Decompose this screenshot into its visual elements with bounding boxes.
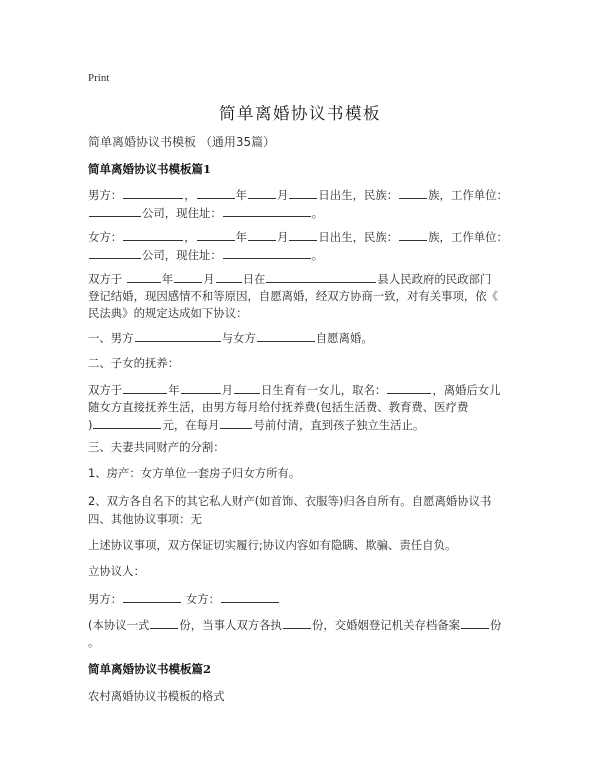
comma: ， (184, 188, 196, 202)
clause-3-heading: 三、夫妻共同财产的分割： (88, 440, 225, 454)
period: 。 (311, 205, 324, 220)
marriage-month-blank[interactable] (174, 270, 202, 283)
husband-address-blank[interactable] (223, 204, 311, 217)
document-title: 简单离婚协议书模板 (219, 104, 381, 123)
year-label: 年 (168, 383, 180, 397)
child-custody-para (88, 381, 528, 434)
wife-info (88, 228, 528, 263)
text-line: 登记结婚，现因感情不和等原因，自愿离婚，经双方协商一致，对有关事项，依《 (88, 288, 499, 303)
month-label: 月 (277, 230, 289, 244)
text: 双方于 (88, 272, 123, 286)
print-label: Print (88, 72, 110, 84)
company-address-label: 公司，现住址： (142, 205, 222, 220)
guarantee-statement: 上述协议事项，双方保证切实履行;协议内容如有隐瞒、欺骗、责任自负。 (88, 538, 457, 552)
month-label: 月 (221, 383, 233, 397)
text: 份，交婚姻登记机关存档备案 (311, 618, 461, 632)
husband-label: 男方： (88, 188, 123, 202)
marriage-day-blank[interactable] (216, 270, 242, 283)
clause-2-heading: 二、子女的抚养： (88, 356, 180, 370)
text: 元，在每月 (162, 418, 220, 432)
year-label: 年 (235, 230, 247, 244)
clause-1 (88, 329, 528, 347)
day-at-label: 日在 (242, 272, 266, 286)
copies-para (88, 616, 528, 651)
birth-ethnic-label: 日出生，民族： (318, 230, 399, 244)
text: ) (88, 418, 93, 432)
wife-day-blank[interactable] (289, 228, 317, 241)
child-name-blank[interactable] (387, 381, 431, 394)
year-label: 年 (235, 188, 247, 202)
birth-ethnic-label: 日出生，民族： (318, 188, 399, 202)
document-subtitle: 简单离婚协议书模板 （通用35篇） (88, 135, 276, 149)
clause1-wife-blank[interactable] (257, 329, 315, 342)
husband-company-blank[interactable] (89, 204, 141, 217)
text: (本协议一式 (88, 618, 150, 632)
year-label: 年 (161, 272, 174, 286)
section-2-first-line: 农村离婚协议书模板的格式 (88, 689, 225, 703)
county-blank[interactable] (266, 270, 376, 283)
husband-info (88, 186, 528, 221)
ethnic-work-label: 族，工作单位： (428, 230, 508, 244)
company-address-label: 公司，现住址： (142, 247, 222, 262)
text-line: 随女方直接抚养生活，由男方每月给付抚养费(包括生活费、教育费、医疗费 (88, 399, 469, 414)
husband-month-blank[interactable] (248, 186, 276, 199)
section-heading-2: 简单离婚协议书模板篇2 (88, 662, 212, 676)
husband-sign-label: 男方： (88, 592, 123, 606)
child-year-blank[interactable] (123, 381, 167, 394)
text: 份，当事人双方各执 (179, 618, 282, 632)
marriage-registration-para (88, 270, 528, 323)
wife-ethnic-blank[interactable] (399, 228, 427, 241)
comma: ， (184, 230, 196, 244)
text: 一、男方 (88, 331, 134, 345)
period: 。 (311, 247, 324, 262)
text: 号前付清，直到孩子独立生活止。 (253, 418, 425, 432)
text-line: 四、其他协议事项：无 (88, 511, 202, 526)
wife-company-blank[interactable] (89, 246, 141, 259)
each-party-copies-blank[interactable] (283, 616, 311, 629)
husband-name-blank[interactable] (123, 186, 183, 199)
wife-month-blank[interactable] (248, 228, 276, 241)
text: 自愿离婚。 (315, 331, 373, 345)
clause1-husband-blank[interactable] (135, 329, 221, 342)
husband-ethnic-blank[interactable] (399, 186, 427, 199)
text: 份 (490, 618, 502, 632)
section-heading-1: 简单离婚协议书模板篇1 (88, 162, 212, 176)
text: ，离婚后女儿 (432, 383, 501, 397)
month-label: 月 (203, 272, 215, 286)
payment-day-blank[interactable] (220, 416, 252, 429)
wife-address-blank[interactable] (223, 246, 311, 259)
text: 日生育有一女儿，取名： (261, 383, 387, 397)
signatories-label: 立协议人： (88, 564, 145, 578)
husband-year-blank[interactable] (197, 186, 235, 199)
text: 与女方 (221, 331, 256, 345)
text: 双方于 (88, 383, 123, 397)
property-item-1: 1、房产：女方单位一套房子归女方所有。 (88, 466, 301, 480)
county-label: 县人民政府的民政部门 (377, 272, 492, 286)
marriage-year-blank[interactable] (127, 270, 161, 283)
total-copies-blank[interactable] (150, 616, 178, 629)
property-item-2 (88, 493, 528, 528)
support-amount-blank[interactable] (93, 416, 161, 429)
husband-day-blank[interactable] (289, 186, 317, 199)
wife-name-blank[interactable] (123, 228, 183, 241)
month-label: 月 (277, 188, 289, 202)
text-line: 。 (88, 634, 100, 649)
ethnic-work-label: 族，工作单位： (428, 188, 508, 202)
wife-sign-label: 女方： (185, 592, 220, 606)
wife-label: 女方： (88, 230, 123, 244)
signature-line (88, 590, 528, 608)
husband-signature-blank[interactable] (123, 590, 181, 603)
child-month-blank[interactable] (181, 381, 221, 394)
text-line: 2、双方各自名下的其它私人财产(如首饰、衣服等)归各自所有。自愿离婚协议书 (88, 494, 492, 508)
child-day-blank[interactable] (234, 381, 260, 394)
text-line: 民法典》的规定达成如下协议： (88, 306, 248, 320)
wife-signature-blank[interactable] (221, 590, 279, 603)
wife-year-blank[interactable] (197, 228, 235, 241)
registry-copies-blank[interactable] (461, 616, 489, 629)
